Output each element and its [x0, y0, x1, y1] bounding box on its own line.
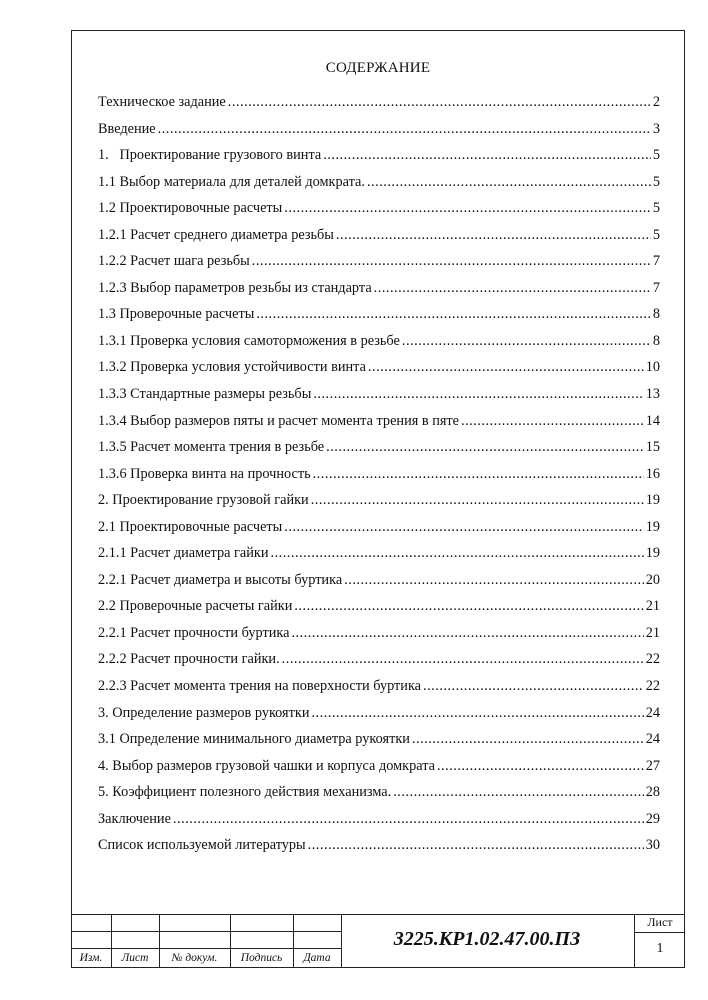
toc-dot-leader: [284, 200, 651, 217]
toc-entry-title: 1.3.6 Проверка винта на прочность: [98, 465, 311, 482]
toc-entry-page: 28: [645, 784, 660, 801]
toc-entry-page: 19: [645, 492, 660, 509]
toc-entry-title: 1.2 Проектировочные расчеты: [98, 200, 283, 217]
toc-entry-title: 1.3 Проверочные расчеты: [98, 306, 255, 323]
toc-entry: [98, 758, 660, 785]
toc-entry-page: 2: [652, 94, 660, 110]
toc-entry-title: 1.2.1 Расчет среднего диаметра резьбы: [98, 226, 334, 243]
toc-entry-page: 20: [645, 571, 660, 588]
toc-entry: [98, 811, 660, 838]
toc-entry-page: 22: [645, 651, 660, 668]
toc-entry-title: 1.3.4 Выбор размеров пяты и расчет момента трения в пяте: [98, 412, 460, 429]
toc-entry: [98, 386, 660, 413]
toc-entry: [98, 731, 660, 758]
toc-entry-title: 1.3.1 Проверка условия самоторможения в резьбе: [98, 332, 400, 349]
toc-entry: [98, 227, 660, 254]
stamp-label-list: Лист: [121, 952, 149, 964]
toc-entry-title: 2.2.1 Расчет диаметра и высоты буртика: [98, 571, 343, 588]
toc-entry: [98, 253, 660, 280]
toc-dot-leader: [368, 359, 644, 376]
toc-dot-leader: [158, 121, 651, 138]
toc-entry-title: 1. Проектирование грузового винта: [98, 147, 322, 164]
toc-entry-page: 16: [645, 465, 660, 482]
toc-entry-title: 2.2.2 Расчет прочности гайки.: [98, 651, 280, 668]
sheet-number: 1: [656, 941, 664, 956]
toc-entry-page: 13: [645, 386, 660, 403]
toc-entry-page: 8: [652, 306, 660, 323]
toc-dot-leader: [308, 837, 644, 854]
toc-entry-title: 1.1 Выбор материала для деталей домкрата.: [98, 173, 365, 190]
toc-entry-page: 27: [645, 757, 660, 774]
toc-dot-leader: [423, 678, 644, 695]
title-block-stamp: [71, 914, 685, 968]
toc-entry-title: Введение: [98, 120, 156, 137]
toc-entry-page: 5: [652, 173, 660, 190]
toc-entry-page: 19: [645, 518, 660, 535]
toc-entry: [98, 572, 660, 599]
toc-entry: [98, 147, 660, 174]
stamp-label-sign: Подпись: [240, 952, 283, 964]
toc-entry-page: 19: [645, 545, 660, 562]
toc-dot-leader: [311, 705, 643, 722]
toc-entry: [98, 306, 660, 333]
toc-entry-title: Техническое задание: [98, 94, 226, 110]
toc-dot-leader: [313, 466, 644, 483]
toc-entry: [98, 121, 660, 148]
toc-dot-leader: [461, 413, 644, 430]
toc-entry-page: 24: [645, 704, 660, 721]
toc-dot-leader: [336, 227, 651, 244]
toc-dot-leader: [437, 758, 644, 775]
toc-entry-title: 1.3.2 Проверка условия устойчивости винта: [98, 359, 366, 376]
toc-entry: [98, 359, 660, 386]
toc-dot-leader: [344, 572, 644, 589]
toc-entry: [98, 280, 660, 307]
stamp-top-border: [71, 914, 685, 915]
page-title: СОДЕРЖАНИЕ: [325, 60, 431, 76]
toc-entry-page: 5: [652, 226, 660, 243]
toc-entry-page: 21: [645, 598, 660, 615]
toc-entry: [98, 94, 660, 121]
toc-entry: [98, 545, 660, 572]
toc-entry-page: 29: [645, 810, 660, 827]
toc-dot-leader: [271, 545, 644, 562]
toc-entry: [98, 519, 660, 546]
toc-entry: [98, 625, 660, 652]
toc-dot-leader: [294, 598, 643, 615]
toc-dot-leader: [313, 386, 643, 403]
toc-entry: [98, 439, 660, 466]
toc-entry-title: 2.2 Проверочные расчеты гайки: [98, 598, 293, 615]
toc-entry-page: 21: [645, 624, 660, 641]
toc-entry-page: 3: [652, 120, 660, 137]
toc-entry-title: 2. Проектирование грузовой гайки: [98, 492, 309, 509]
toc-entry-page: 24: [645, 731, 660, 748]
toc-dot-leader: [374, 280, 651, 297]
toc-entry-title: 1.3.5 Расчет момента трения в резьбе: [98, 439, 325, 456]
toc-entry-title: 3. Определение размеров рукоятки: [98, 704, 310, 721]
toc-entry-title: 1.3.3 Стандартные размеры резьбы: [98, 386, 312, 403]
toc-entry-page: 14: [645, 412, 660, 429]
toc-entry-page: 30: [645, 837, 660, 854]
toc-entry: [98, 413, 660, 440]
toc-entry: [98, 492, 660, 519]
toc-entry: [98, 466, 660, 493]
toc-entry-title: 2.2.3 Расчет момента трения на поверхности буртика: [98, 678, 422, 695]
toc-dot-leader: [393, 784, 644, 801]
toc-entry: [98, 784, 660, 811]
toc-entry-page: 15: [645, 439, 660, 456]
toc-entry-page: 22: [645, 678, 660, 695]
toc-entry-title: Заключение: [98, 810, 171, 827]
toc-entry: [98, 333, 660, 360]
stamp-sheet-line: [634, 932, 685, 933]
stamp-label-date: Дата: [303, 952, 331, 964]
toc-entry-page: 5: [652, 200, 660, 217]
toc-entry-title: 3.1 Определение минимального диаметра рукоятки: [98, 731, 410, 748]
toc-entry: [98, 200, 660, 227]
toc-dot-leader: [291, 625, 643, 642]
toc-entry: [98, 837, 660, 864]
toc-dot-leader: [282, 651, 644, 668]
toc-entry-page: 7: [652, 279, 660, 296]
toc-entry-title: 4. Выбор размеров грузовой чашки и корпуса домкрата: [98, 757, 435, 774]
toc-entry-page: 10: [645, 359, 660, 376]
toc-dot-leader: [173, 811, 644, 828]
toc-dot-leader: [412, 731, 644, 748]
toc-entry: [98, 651, 660, 678]
toc-entry-title: 2.1 Проектировочные расчеты: [98, 518, 283, 535]
stamp-label-doc: № докум.: [171, 952, 218, 964]
stamp-label-izm: Изм.: [79, 952, 103, 964]
toc-entry-title: 1.2.3 Выбор параметров резьбы из стандарта: [98, 279, 372, 296]
document-number: 3225.КР1.02.47.00.ПЗ: [393, 928, 581, 950]
toc-entry-title: 2.1.1 Расчет диаметра гайки: [98, 545, 269, 562]
toc-entry-title: Список используемой литературы: [98, 837, 306, 854]
toc-entry-page: 8: [652, 332, 660, 349]
toc-entry: [98, 678, 660, 705]
toc-entry: [98, 705, 660, 732]
toc-entry-page: 5: [652, 147, 660, 164]
sheet-label: Лист: [647, 915, 673, 929]
toc-dot-leader: [367, 174, 651, 191]
table-of-contents: [98, 94, 660, 864]
toc-entry-page: 7: [652, 253, 660, 270]
toc-dot-leader: [402, 333, 651, 350]
toc-dot-leader: [228, 94, 651, 111]
toc-entry-title: 5. Коэффициент полезного действия механизма.: [98, 784, 392, 801]
toc-dot-leader: [256, 306, 651, 323]
toc-dot-leader: [284, 519, 643, 536]
toc-dot-leader: [323, 147, 651, 164]
toc-entry: [98, 174, 660, 201]
toc-dot-leader: [326, 439, 644, 456]
toc-entry: [98, 598, 660, 625]
toc-dot-leader: [311, 492, 644, 509]
toc-entry-title: 2.2.1 Расчет прочности буртика: [98, 624, 290, 641]
toc-dot-leader: [252, 253, 651, 270]
toc-entry-title: 1.2.2 Расчет шага резьбы: [98, 253, 250, 270]
